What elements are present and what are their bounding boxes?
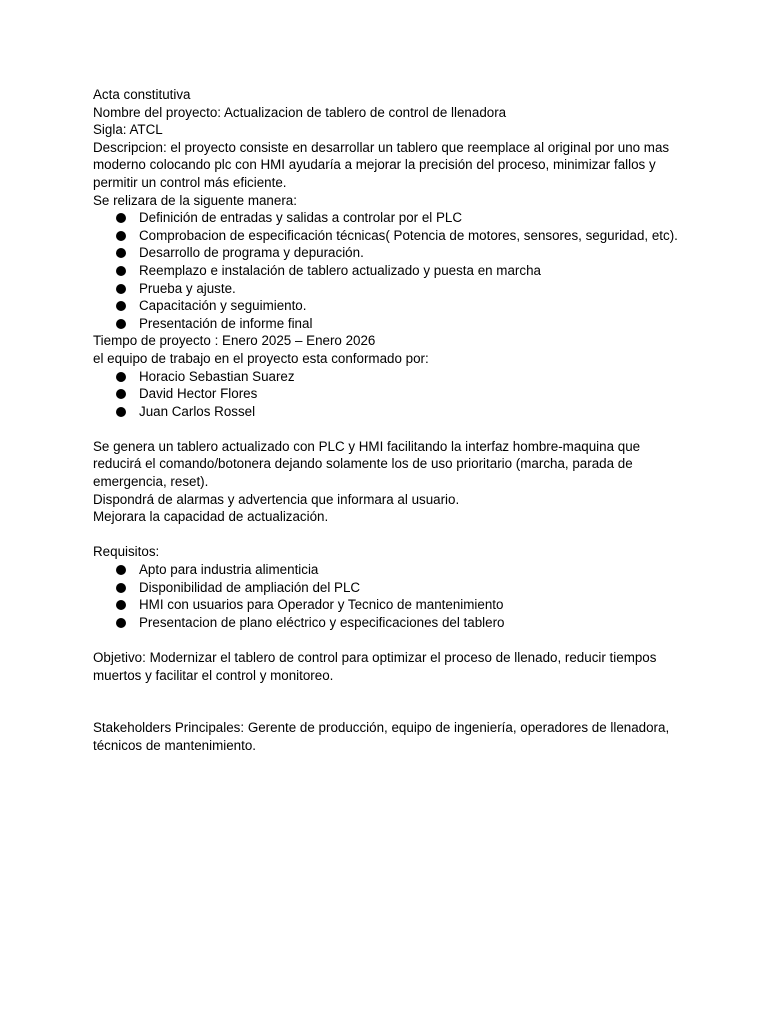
list-item: Horacio Sebastian Suarez [139, 368, 683, 386]
blank-line [93, 420, 683, 438]
blank-line [93, 526, 683, 544]
list-item: Definición de entradas y salidas a controlar por el PLC [139, 209, 683, 227]
team-list [93, 368, 683, 421]
document-page [93, 86, 683, 755]
list-item: Reemplazo e instalación de tablero actualizado y puesta en marcha [139, 262, 683, 280]
list-item: Presentación de informe final [139, 315, 683, 333]
blank-line [93, 684, 683, 719]
document-title: Acta constitutiva [93, 87, 191, 102]
list-item: HMI con usuarios para Operador y Tecnico de mantenimiento [139, 596, 683, 614]
project-description: Descripcion: el proyecto consiste en desarrollar un tablero que reemplace al original por uno mas moderno colocando plc con HMI ayudaría a mejorar la precisión del proceso, minimizar fallos y permitir un control más eficiente. [93, 139, 670, 190]
list-item: Juan Carlos Rossel [139, 403, 683, 421]
project-objective: Objetivo: Modernizar el tablero de control para optimizar el proceso de llenado, reducir tiempos muertos y facilitar el control y monitoreo. [93, 650, 657, 683]
list-item: Capacitación y seguimiento. [139, 297, 683, 315]
steps-list [93, 209, 683, 332]
outcome-alarms: Dispondrá de alarmas y advertencia que informara al usuario. [93, 491, 460, 507]
outcome-update: Mejorara la capacidad de actualización. [93, 509, 329, 525]
project-acronym: Sigla: ATCL [93, 122, 163, 138]
requirements-list [93, 561, 683, 631]
list-item: Presentacion de plano eléctrico y especificaciones del tablero [139, 614, 683, 632]
project-stakeholders: Stakeholders Principales: Gerente de producción, equipo de ingeniería, operadores de llenadora, técnicos de mantenimiento. [93, 720, 670, 753]
project-name: Nombre del proyecto: Actualizacion de tablero de control de llenadora [93, 104, 507, 120]
list-item: Apto para industria alimenticia [139, 561, 683, 579]
steps-intro: Se relizara de la siguente manera: [93, 192, 297, 208]
outcome-paragraph: Se genera un tablero actualizado con PLC y HMI facilitando la interfaz hombre-maquina que reducirá el comando/botonera dejando solamente los de uso prioritario (marcha, parada de emergencia, reset). [93, 438, 641, 490]
requirements-intro: Requisitos: [93, 544, 160, 560]
list-item: Prueba y ajuste. [139, 280, 683, 298]
list-item: Comprobacion de especificación técnicas( Potencia de motores, sensores, seguridad, etc). [139, 227, 683, 245]
blank-line [93, 631, 683, 649]
list-item: Desarrollo de programa y depuración. [139, 244, 683, 262]
list-item: David Hector Flores [139, 385, 683, 403]
list-item: Disponibilidad de ampliación del PLC [139, 579, 683, 597]
project-timeline: Tiempo de proyecto : Enero 2025 – Enero 2026 [93, 333, 376, 349]
team-intro: el equipo de trabajo en el proyecto esta conformado por: [93, 350, 429, 366]
